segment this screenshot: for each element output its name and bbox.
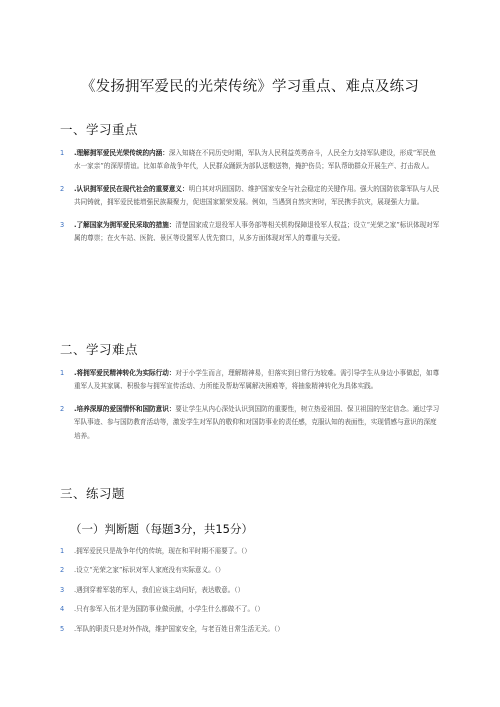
question-text: .遇到穿着军装的军人，我们应该主动问好，表达敬意。（） xyxy=(74,585,245,594)
section-exercises xyxy=(60,486,440,502)
question-number: 1 xyxy=(60,547,65,555)
question-text: .只有参军入伍才是为国防事业做贡献，小学生什么都做不了。（） xyxy=(74,605,265,614)
item-lead: .将拥军爱民精神转化为实际行动： xyxy=(74,369,176,377)
item-text: 明白其对巩固国防、维护国家安全与社会稳定的关键作用。强大的国防依靠军队与人民共同铸就，拥军爱民能增强民族凝聚力，促进国家繁荣发展。例如，当遇到自然灾害时，军民携手抗灾，展现强大力量。 xyxy=(74,184,440,207)
question-text: .设立“光荣之家”标识对军人家庭没有实际意义。（） xyxy=(74,566,225,575)
section-difficulties xyxy=(60,342,440,443)
item-lead: .认识拥军爱民在现代社会的重要意义： xyxy=(74,184,189,193)
item-text: 对于小学生而言，理解精神易，但落实到日常行为较难。需引导学生从身边小事做起，如尊重军人及其家属、积极参与拥军宣传活动、力所能及帮助军属解决困难等，将抽象精神转化为具体实践。 xyxy=(74,369,440,391)
question-number: 3 xyxy=(60,585,65,594)
question-item xyxy=(60,564,440,577)
item-text: 深入知晓在不同历史时期，军队为人民利益英勇奋斗，人民全力支持军队建设，形成“军民鱼水一家亲”的深厚情谊。比如革命战争年代，人民群众踊跃为部队送粮送物，掩护伤员；军队帮助群众开展生产、打击敌人。 xyxy=(74,149,436,171)
section-key-points xyxy=(60,122,440,245)
item-text: 清楚国家成立退役军人事务部等相关机构保障退役军人权益；设立“光荣之家”标识体现对军属的尊崇；在火车站、医院、景区等设置军人优先窗口，从多方面体现对军人的尊重与关爱。 xyxy=(74,220,440,243)
question-number: 2 xyxy=(60,566,65,575)
document-title: 《发扬拥军爱民的光荣传统》学习重点、难点及练习 xyxy=(80,79,420,95)
section-heading: 三、练习题 xyxy=(60,486,126,501)
item-text: 要让学生从内心深处认识到国防的重要性，树立热爱祖国、保卫祖国的坚定信念。通过学习军队事迹、参与国防教育活动等，激发学生对军队的敬仰和对国防事业的责任感，克服认知的表面性，实现情感与意识的深度培养。 xyxy=(74,404,440,440)
item-lead: .了解国家为拥军爱民采取的措施： xyxy=(74,220,176,229)
question-item xyxy=(60,603,440,616)
item-number: 1 xyxy=(60,149,65,157)
question-text: .军队的职责只是对外作战，维护国家安全，与老百姓日常生活无关。（） xyxy=(74,624,284,633)
list-item xyxy=(60,183,440,210)
question-item xyxy=(60,584,440,597)
question-item xyxy=(60,545,440,558)
question-item xyxy=(60,623,440,636)
item-number: 1 xyxy=(60,369,65,377)
item-number: 2 xyxy=(60,404,65,413)
item-number: 2 xyxy=(60,184,65,193)
list-item xyxy=(60,367,440,394)
list-item xyxy=(60,147,440,174)
section-heading: 一、学习重点 xyxy=(60,122,139,137)
item-lead: .理解拥军爱民光荣传统的内涵： xyxy=(74,149,169,157)
exercise-group-true-false xyxy=(60,522,440,636)
list-item xyxy=(60,403,440,443)
item-number: 3 xyxy=(60,220,65,229)
question-text: .拥军爱民只是战争年代的传统，现在和平时期不需要了。（） xyxy=(74,547,251,555)
list-item xyxy=(60,219,440,246)
item-lead: .培养深厚的爱国情怀和国防意识： xyxy=(74,404,176,413)
exercise-subheading: （一）判断题（每题3分，共15分） xyxy=(70,522,253,536)
question-number: 4 xyxy=(60,605,65,614)
section-heading: 二、学习难点 xyxy=(60,342,139,357)
question-number: 5 xyxy=(60,624,65,633)
